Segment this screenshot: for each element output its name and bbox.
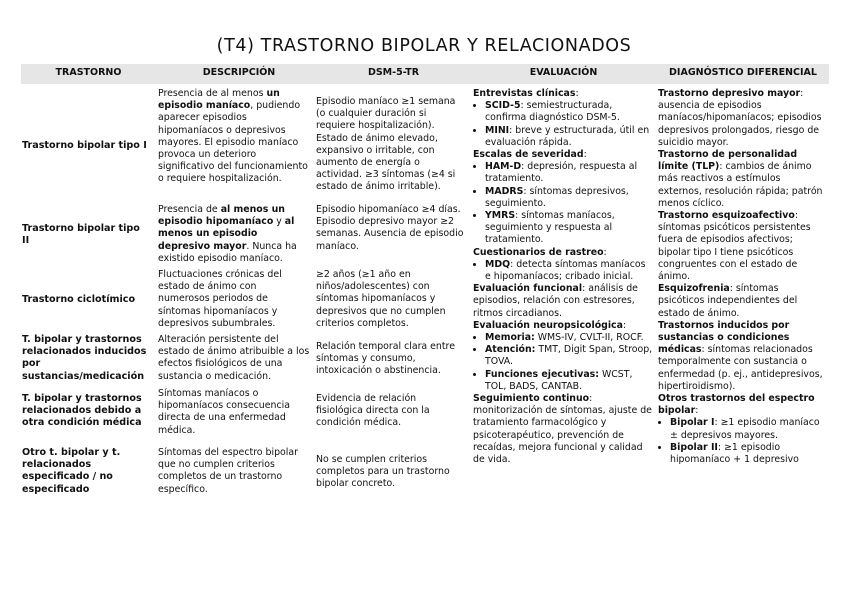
header-diagnostico: DIAGNÓSTICO DIFERENCIAL: [669, 67, 817, 78]
list-item: • MINI: breve y estructurada, útil en evaluación rápida.: [485, 125, 653, 149]
diferencial-tlp: Trastorno de personalidad límite (TLP): cambios de ánimo más reactivos a estímulos externos, resolución rápida; patrón menos cíclico.: [658, 149, 823, 209]
list-item: • Memoria: WMS-IV, CVLT-II, ROCF.: [485, 332, 653, 344]
seguimiento-paragraph: Seguimiento continuo: monitorización de síntomas, ajuste de tratamiento farmacológico y psicoterapéutico, prevención de recaídas, mejora funcional y calidad de vida.: [473, 393, 652, 466]
diferencial-tdm: Trastorno depresivo mayor: ausencia de episodios maníacos/hipomaníacos; episodios depresivos prolongados, riesgo de suicidio mayor.: [658, 88, 822, 148]
descripcion-text: , pudiendo aparecer episodios hipomaníacos o depresivos mayores. El episodio maníaco provoca un deterioro significativo del funcionamiento o requiere hospitalización.: [158, 100, 308, 185]
dsm-bipolar-i: Episodio maníaco ≥1 semana (o cualquier duración si requiere hospitalización). Estado de ánimo elevado, expansivo o irritable, con aumento de energía o actividad. ≥3 síntomas (≥4 si estado de ánimo irritable).: [316, 96, 456, 193]
escalas-heading: Escalas de severidad:: [473, 149, 587, 161]
descripcion-text: Presencia de al menos: [158, 88, 267, 99]
dsm-sustancias: Relación temporal clara entre síntomas y consumo, intoxicación o abstinencia.: [316, 341, 455, 377]
descripcion-text: . Nunca ha existido episodio maníaco.: [158, 240, 297, 264]
cuestionarios-list: [473, 259, 653, 283]
page-title: (T4) TRASTORNO BIPOLAR Y RELACIONADOS: [216, 36, 632, 56]
descripcion-sustancias: Alteración persistente del estado de ánimo atribuible a los efectos fisiológicos de una sustancia o medicación.: [158, 334, 310, 382]
dsm-bipolar-ii: Episodio hipomaníaco ≥4 días. Episodio depresivo mayor ≥2 semanas. Ausencia de episodio maníaco.: [316, 204, 464, 252]
row-name-otro: Otro t. bipolar y t. relacionados especificado / no especificado: [22, 447, 121, 495]
descripcion-otro: Síntomas del espectro bipolar que no cumplen criterios completos de un trastorno específico.: [158, 447, 298, 495]
diferencial-esquizoafectivo: Trastorno esquizoafectivo: síntomas psicóticos persistentes fuera de episodios afectivos; bipolar tipo I tiene psicóticos congruentes con el estado de ánimo.: [658, 210, 811, 283]
list-item: • Funciones ejecutivas: WCST, TOL, BADS, CANTAB.: [485, 369, 653, 393]
neuro-list: [473, 332, 653, 393]
list-item: • MADRS: síntomas depresivos, seguimiento.: [485, 186, 653, 210]
diferencial-otros-heading: Otros trastornos del espectro bipolar:: [658, 393, 815, 417]
descripcion-text: Presencia de: [158, 204, 221, 215]
cuestionarios-heading: Cuestionarios de rastreo:: [473, 246, 607, 258]
evaluacion-column: [473, 88, 653, 466]
row-name-bipolar-i: Trastorno bipolar tipo I: [22, 140, 147, 151]
row-name-bipolar-ii: Trastorno bipolar tipo II: [22, 223, 140, 247]
dsm-ciclotimico: ≥2 años (≥1 año en niños/adolescentes) con síntomas hipomaníacos y depresivos que no cumplen criterios completos.: [316, 269, 446, 329]
neuro-heading: Evaluación neuropsicológica:: [473, 319, 627, 331]
diferencial-esquizofrenia: Esquizofrenia: síntomas psicóticos independientes del estado de ánimo.: [658, 283, 798, 319]
descripcion-bold: al menos un episodio depresivo mayor: [158, 216, 295, 252]
list-item: • Bipolar I: ≥1 episodio maníaco ± depresivos mayores.: [670, 417, 823, 441]
list-item: • MDQ: detecta síntomas maníacos e hipomaníacos; cribado inicial.: [485, 259, 653, 283]
entrevistas-list: [473, 100, 653, 149]
header-dsm: DSM-5-TR: [367, 67, 420, 78]
row-name-ciclotimico: Trastorno ciclotímico: [22, 294, 136, 305]
header-evaluacion: EVALUACIÓN: [529, 67, 598, 78]
funcional-paragraph: Evaluación funcional: análisis de episodios, relación con estresores, ritmos circadianos.: [473, 283, 638, 319]
header-trastorno: TRASTORNO: [55, 67, 122, 78]
table-header: [21, 64, 829, 84]
diferencial-sustancias: Trastornos inducidos por sustancias o condiciones médicas: síntomas relacionados temporalmente con sustancia o enfermedad (p. ej., antidepresivos, hipertiroidismo).: [658, 319, 823, 392]
list-item: • Bipolar II: ≥1 episodio hipomaníaco + 1 depresivo: [670, 442, 823, 466]
descripcion-bold: al menos un episodio hipomaníaco: [158, 204, 285, 228]
descripcion-bipolar-ii: [158, 204, 310, 265]
dsm-otro: No se cumplen criterios completos para un trastorno bipolar concreto.: [316, 454, 450, 490]
list-item: • YMRS: síntomas maníacos, seguimiento y respuesta al tratamiento.: [485, 210, 653, 247]
row-name-condicion-medica: T. bipolar y trastornos relacionados debido a otra condición médica: [22, 393, 142, 429]
descripcion-condicion-medica: Síntomas maníacos o hipomaníacos consecuencia directa de una enfermedad médica.: [158, 388, 290, 436]
header-descripcion: DESCRIPCIÓN: [202, 67, 276, 78]
descripcion-bipolar-i: [158, 88, 310, 186]
row-name-sustancias: T. bipolar y trastornos relacionados inducidos por sustancias/medicación: [22, 334, 147, 382]
escalas-list: [473, 161, 653, 246]
list-item: • SCID-5: semiestructurada, confirma diagnóstico DSM-5.: [485, 100, 653, 124]
list-item: • HAM-D: depresión, respuesta al tratamiento.: [485, 161, 653, 185]
diferencial-column: [658, 88, 823, 466]
descripcion-ciclotimico: Fluctuaciones crónicas del estado de ánimo con numerosos periodos de síntomas hipomaníacos y depresivos subumbrales.: [158, 269, 282, 329]
entrevistas-heading: Entrevistas clínicas:: [473, 88, 579, 99]
dsm-condicion-medica: Evidencia de relación fisiológica directa con la condición médica.: [316, 393, 430, 429]
descripcion-bold: un episodio maníaco: [158, 88, 280, 112]
list-item: • Atención: TMT, Digit Span, Stroop, TOVA.: [485, 344, 653, 368]
diferencial-otros-list: [658, 417, 823, 466]
descripcion-text: y: [273, 216, 285, 228]
